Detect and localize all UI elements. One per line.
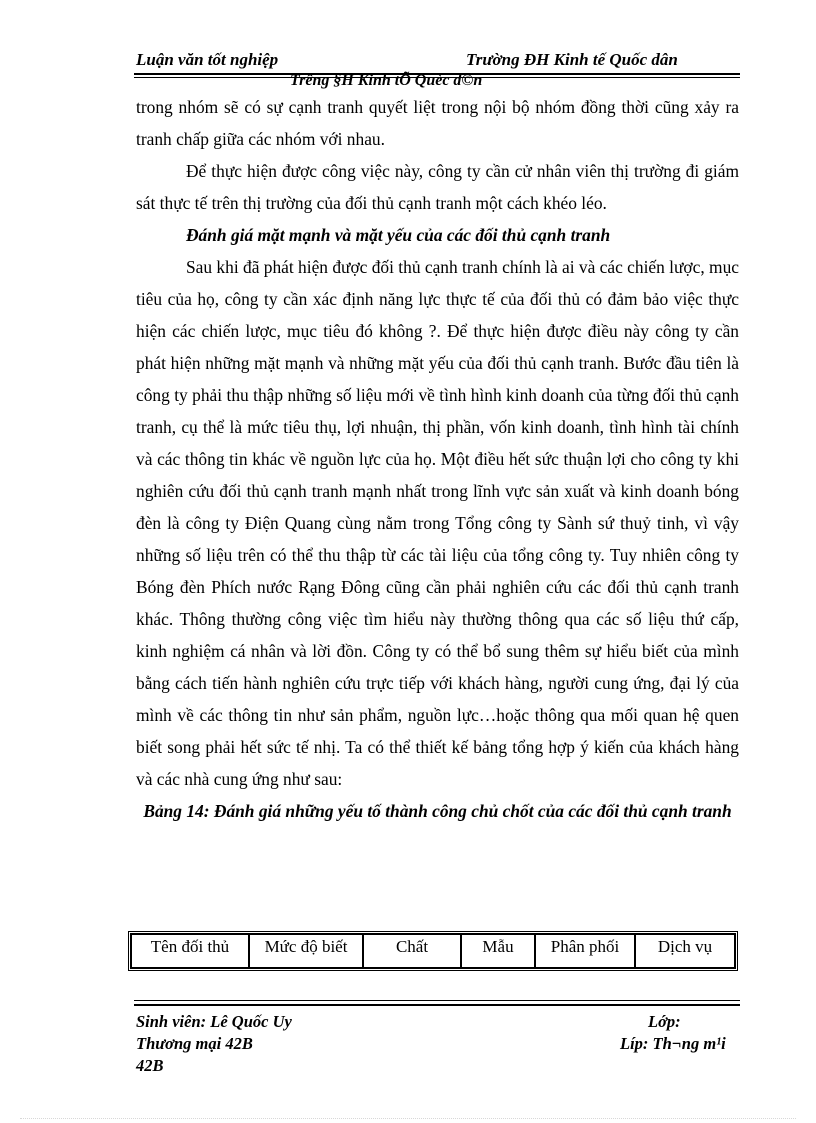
section-heading: Đánh giá mặt mạnh và mặt yếu của các đối thủ cạnh tranh (186, 225, 611, 245)
header-garbled-text: Trêng §H Kinh tÕ Quèc d©n (290, 72, 483, 89)
header-thesis-label: Luận văn tốt nghiệp (136, 50, 279, 69)
col-competitor-name: Tên đối thủ (131, 934, 249, 968)
footer-garbled-class: Líp: Th¬ng m¹i (620, 1034, 726, 1053)
footer-rule-thin (134, 1000, 740, 1001)
paragraph-analysis: Sau khi đã phát hiện được đối thủ cạnh tranh chính là ai và các chiến lược, mục tiêu của họ, công ty cần xác định năng lực thực tế của đối thủ có đảm bảo việc thực hiện các chiến lược, mục tiêu đó không ?. Để thực hiện được điều này công ty cần phát hiện những mặt mạnh và những mặt yếu của đối thủ cạnh tranh. Bước đầu tiên là công ty phải thu thập những số liệu mới về tình hình kinh doanh của từng đối thủ cạnh tranh, cụ thể là mức tiêu thụ, lợi nhuận, thị phần, vốn kinh doanh, tình hình tài chính và các thông tin khác về nguồn lực của họ. Một điều hết sức thuận lợi cho công ty khi nghiên cứu đối thủ cạnh tranh mạnh nhất trong lĩnh vực sản xuất và kinh doanh bóng đèn là công ty Điện Quang cùng nằm trong Tổng công ty Sành sứ thuỷ tinh, vì vậy những số liệu trên có thể thu thập từ các tài liệu của tổng công ty. Tuy nhiên công ty Bóng đèn Phích nước Rạng Đông cũng cần phải nghiên cứu các đối thủ cạnh tranh khác. Thông thường công việc tìm hiểu này thường thông qua các số liệu thứ cấp, kinh nghiệm cá nhân và lời đồn. Công ty có thể bổ sung thêm sự hiểu biết của mình bằng cách tiến hành nghiên cứu trực tiếp với khách hàng, người cung ứng, đại lý của mình về các thông tin như sản phẩm, nguồn lực…hoặc thông qua mối quan hệ quen biết song phải hết sức tế nhị. Ta có thể thiết kế bảng tổng hợp ý kiến của khách hàng và các nhà cung ứng như sau: (136, 257, 739, 789)
header-university: Trường ĐH Kinh tế Quốc dân (466, 50, 678, 69)
paragraph-continuation: trong nhóm sẽ có sự cạnh tranh quyết liệt trong nội bộ nhóm đồng thời cũng xảy ra tranh chấp giữa các nhóm với nhau. (136, 97, 739, 149)
col-service: Dịch vụ (635, 934, 735, 968)
col-design: Mẫu (461, 934, 535, 968)
footer-rule-thick (134, 1004, 740, 1006)
table-header-row (131, 934, 735, 968)
col-distribution: Phân phối (535, 934, 635, 968)
page-bottom-border (20, 1118, 796, 1119)
document-body (136, 91, 739, 827)
evaluation-table (128, 931, 738, 971)
footer-cohort: 42B (136, 1056, 164, 1075)
footer-class-label: Lớp: (648, 1012, 681, 1031)
footer-student: Sinh viên: Lê Quốc Uy (136, 1012, 292, 1031)
paragraph-monitoring: Để thực hiện được công việc này, công ty cần cử nhân viên thị trường đi giám sát thực tế trên thị trường của đối thủ cạnh tranh một cách khéo léo. (136, 161, 739, 213)
col-awareness: Mức độ biết (249, 934, 363, 968)
table-caption: Bảng 14: Đánh giá những yếu tố thành công chủ chốt của các đối thủ cạnh tranh (143, 801, 732, 821)
footer-major: Thương mại 42B (136, 1034, 253, 1053)
col-quality: Chất (363, 934, 461, 968)
